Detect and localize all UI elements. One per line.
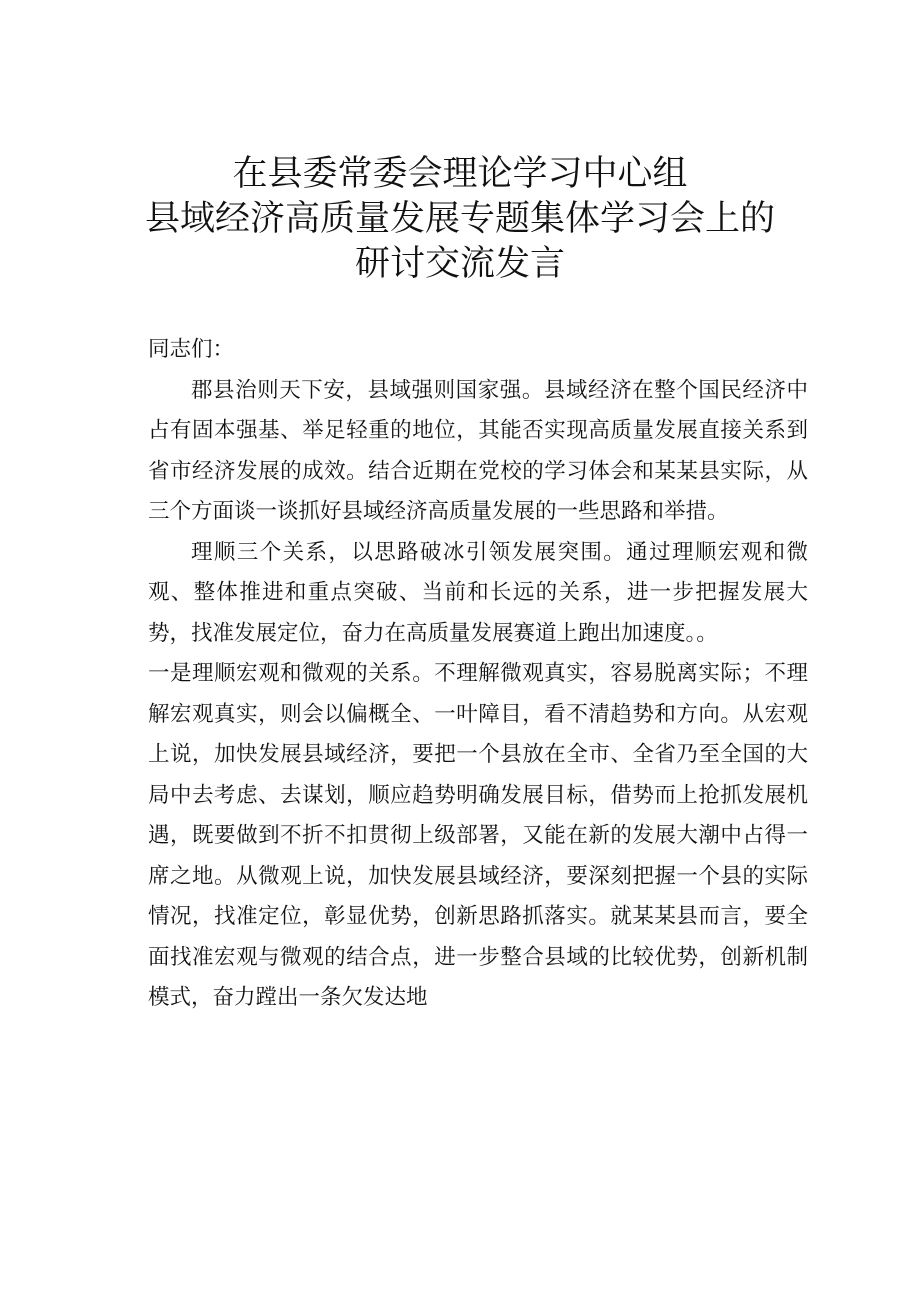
paragraph-section-heading: 理顺三个关系，以思路破冰引领发展突围。通过理顺宏观和微观、整体推进和重点突破、当前和长远的关系，进一步把握发展大势，找准发展定位，奋力在高质量发展赛道上跑出加速度。。 <box>148 539 808 646</box>
document-body <box>148 330 808 1019</box>
title-line-1: 在县委常委会理论学习中心组 <box>232 154 688 194</box>
document-title <box>0 152 920 287</box>
salutation: 同志们： <box>148 337 235 362</box>
title-line-3: 研讨交流发言 <box>354 244 565 284</box>
paragraph-intro: 郡县治则天下安，县域强则国家强。县域经济在整个国民经济中占有固本强基、举足轻重的地位，其能否实现高质量发展直接关系到省市经济发展的成效。结合近期在党校的学习体会和某某县实际，从三个方面谈一谈抓好县域经济高质量发展的一些思路和举措。 <box>148 377 808 524</box>
title-line-2: 县域经济高质量发展专题集体学习会上的 <box>144 199 775 239</box>
paragraph-point-one: 一是理顺宏观和微观的关系。不理解微观真实，容易脱离实际；不理解宏观真实，则会以偏概全、一叶障目，看不清趋势和方向。从宏观上说，加快发展县域经济，要把一个县放在全市、全省乃至全国的大局中去考虑、去谋划，顺应趋势明确发展目标，借势而上抢抓发展机遇，既要做到不折不扣贯彻上级部署，又能在新的发展大潮中占得一席之地。从微观上说，加快发展县域经济，要深刻把握一个县的实际情况，找准定位，彰显优势，创新思路抓落实。就某某县而言，要全面找准宏观与微观的结合点，进一步整合县域的比较优势，创新机制模式，奋力蹚出一条欠发达地 <box>148 661 808 1010</box>
